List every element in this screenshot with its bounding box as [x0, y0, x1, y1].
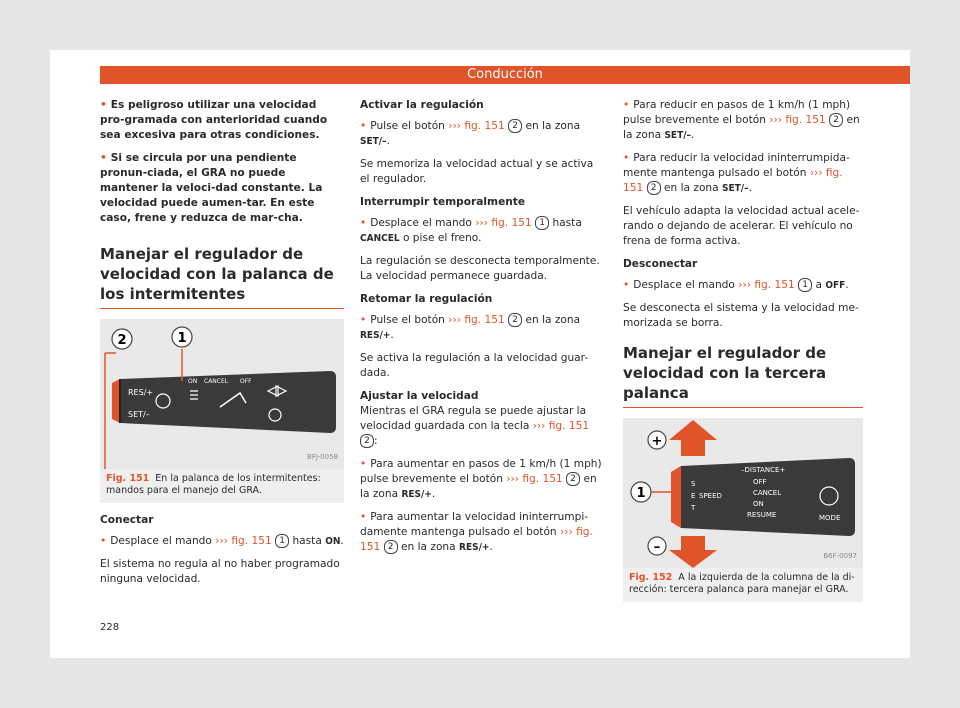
column-2	[360, 98, 606, 563]
plus-callout: +	[651, 434, 663, 449]
figure-caption: Fig. 152 A la izquierda de la columna de la di-rección: tercera palanca para manejar el GRA.	[623, 568, 863, 602]
section-heading: Manejar el regulador de velocidad con la tercera palanca	[623, 343, 863, 408]
fig-reference-link[interactable]: ››› fig. 151	[448, 314, 505, 326]
callout-2: 2	[117, 333, 127, 348]
instruction: • Pulse el botón ››› fig. 151 2 en la zona RES/+.	[360, 313, 606, 343]
manual-page	[50, 50, 910, 658]
instruction: • Desplace el mando ››› fig. 151 1 hasta ON.	[100, 534, 344, 549]
on-label: ON	[188, 378, 198, 385]
on-label: ON	[753, 500, 764, 508]
fig-reference-link[interactable]: ››› fig. 151	[475, 217, 532, 229]
warning-item: • Si se circula por una pendiente pronun-ciada, el GRA no puede mantener la veloci-dad constante. La velocidad puede aumen-tar. En este caso, frene y reduzca de mar-cha.	[100, 151, 344, 226]
subheading-conectar: Conectar	[100, 514, 154, 526]
subheading-desconectar: Desconectar	[623, 258, 698, 270]
speed-label: SPEED	[699, 492, 722, 500]
fig-reference-link[interactable]: ››› fig. 151	[532, 420, 590, 432]
figure-caption: Fig. 151 En la palanca de los intermitentes: mandos para el manejo del GRA.	[100, 469, 344, 503]
svg-text:S: S	[691, 480, 696, 488]
figure-151-image	[100, 319, 344, 469]
fig-reference-link[interactable]: ››› fig. 151	[215, 535, 272, 547]
callout-1: 1	[636, 486, 646, 501]
instruction: • Pulse el botón ››› fig. 151 2 en la zona SET/–.	[360, 119, 606, 149]
set-label: SET/–	[128, 410, 150, 419]
figure-code: B6F-0097	[823, 552, 857, 560]
instruction: • Desplace el mando ››› fig. 151 1 a OFF.	[623, 278, 863, 293]
subheading-ajustar: Ajustar la velocidad	[360, 390, 479, 402]
instruction: • Para aumentar la velocidad ininterrumpi-damente mantenga pulsado el botón ››› fig. 151 2 en la zona RES/+.	[360, 510, 606, 555]
figure-152-image	[623, 418, 863, 568]
turn-signal-lever-illustration	[100, 319, 344, 469]
minus-callout: –	[653, 540, 661, 555]
off-label: OFF	[753, 478, 767, 486]
svg-text:E: E	[691, 492, 696, 500]
third-lever-illustration	[623, 418, 863, 568]
fig-reference-link[interactable]: ››› fig. 151	[623, 167, 843, 194]
fig-reference-link[interactable]: ››› fig. 151	[448, 120, 505, 132]
subheading-interrumpir: Interrumpir temporalmente	[360, 196, 526, 208]
column-3	[623, 98, 863, 602]
instruction: • Desplace el mando ››› fig. 151 1 hasta CANCEL o pise el freno.	[360, 216, 606, 246]
paragraph: El sistema no regula al no haber programado ninguna velocidad.	[100, 558, 340, 585]
callout-1: 1	[177, 331, 187, 346]
fig-reference-link[interactable]: ››› fig. 151	[506, 473, 563, 485]
paragraph: Se memoriza la velocidad actual y se activa el regulador.	[360, 158, 594, 185]
paragraph: El vehículo adapta la velocidad actual acele-rando o dejando de acelerar. El vehículo no frena de forma activa.	[623, 205, 860, 247]
paragraph: La regulación se desconecta temporalmente. La velocidad permanece guardada.	[360, 255, 600, 282]
warning-item: • Es peligroso utilizar una velocidad pro-gramada con anterioridad cuando sea excesiva para otras condiciones.	[100, 98, 344, 143]
subheading-activar: Activar la regulación	[360, 99, 484, 111]
subheading-retomar: Retomar la regulación	[360, 293, 493, 305]
res-label: RES/+	[128, 388, 154, 397]
fig-reference-link[interactable]: ››› fig. 151	[360, 526, 593, 553]
paragraph: Se activa la regulación a la velocidad guar-dada.	[360, 352, 589, 379]
fig-reference-link[interactable]: ››› fig. 151	[738, 279, 795, 291]
cancel-label: CANCEL	[753, 489, 782, 497]
section-header: Conducción	[100, 66, 910, 84]
mode-label: MODE	[819, 514, 841, 522]
resume-label: RESUME	[747, 511, 777, 519]
fig-reference-link[interactable]: ››› fig. 151	[769, 114, 826, 126]
instruction: • Para reducir en pasos de 1 km/h (1 mph) pulse brevemente el botón ››› fig. 151 2 en la zona SET/–.	[623, 98, 863, 143]
distance-label: –DISTANCE+	[741, 466, 786, 474]
section-heading: Manejar el regulador de velocidad con la palanca de los intermitentes	[100, 244, 344, 309]
figure-code: BFJ-0058	[307, 453, 338, 461]
paragraph: Mientras el GRA regula se puede ajustar la velocidad guardada con la tecla ››› fig. 151 2 :	[360, 405, 590, 447]
column-1	[100, 98, 344, 595]
off-label: OFF	[240, 378, 252, 385]
instruction: • Para aumentar en pasos de 1 km/h (1 mph) pulse brevemente el botón ››› fig. 151 2 en la zona RES/+.	[360, 457, 606, 502]
paragraph: Se desconecta el sistema y la velocidad me-morizada se borra.	[623, 302, 859, 329]
cancel-label: CANCEL	[204, 378, 229, 385]
svg-text:T: T	[691, 504, 696, 512]
page-number: 228	[100, 622, 120, 633]
instruction: • Para reducir la velocidad ininterrumpida-mente mantenga pulsado el botón ››› fig. 151 2 en la zona SET/–.	[623, 151, 863, 196]
